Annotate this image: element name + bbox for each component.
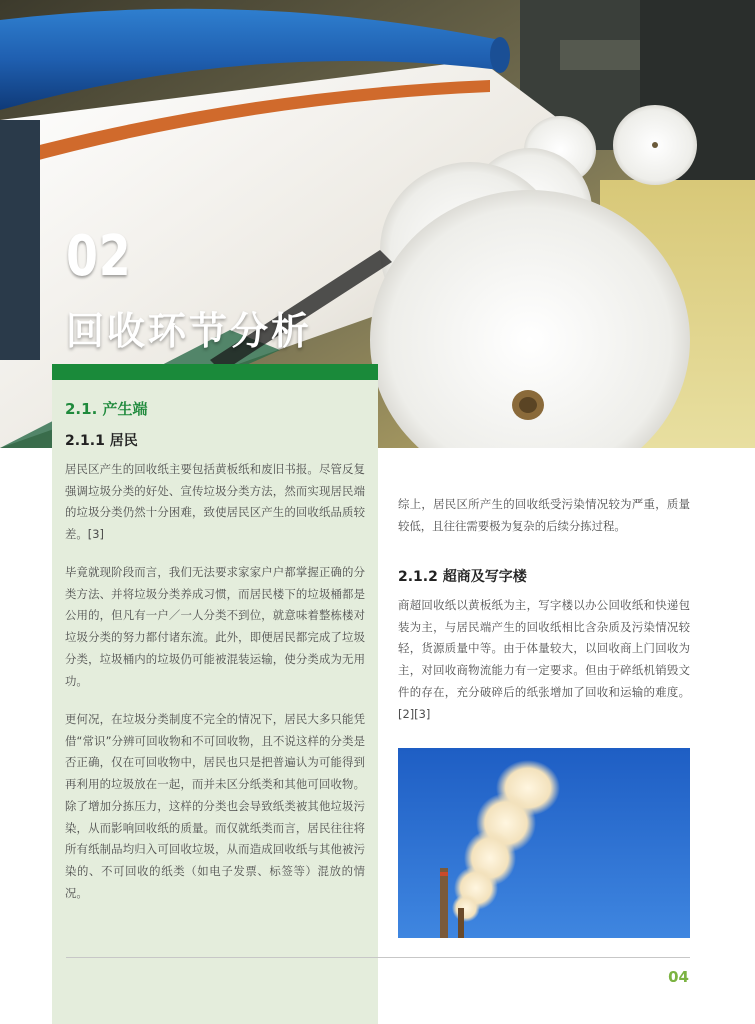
paragraph: 毕竟就现阶段而言，我们无法要求家家户户都掌握正确的分类方法、并将垃圾分类养成习惯，而居民楼下的垃圾桶都是公用的，但凡有一户／一人分类不到位，就意味着整栋楼对垃圾分类的努力都付诸东流。此外，即便居民都完成了垃圾分类，垃圾桶内的垃圾仍可能被混装运输，使分类成为无用功。: [65, 565, 365, 688]
smokestack-photo: [398, 748, 690, 938]
subsection-title-commercial: 2.1.2 超商及写字楼: [398, 569, 527, 585]
paragraph: 商超回收纸以黄板纸为主，写字楼以办公回收纸和快递包装为主，与居民端产生的回收纸相比含杂质及污染情况较轻，货源质量中等。由于体量较大，以回收商上门回收为主，对回收商物流能力有一定要求。但由于碎纸机销毁文件的存在，充分破碎后的纸张增加了回收和运输的难度。[2][3]: [398, 598, 690, 721]
left-column-panel: [52, 364, 378, 1024]
paragraph: 居民区产生的回收纸主要包括黄板纸和废旧书报。尽管反复强调垃圾分类的好处、宣传垃圾分类方法，然而实现居民端的垃圾分类仍然十分困难，致使居民区产生的回收纸品质较差。[3]: [65, 462, 365, 542]
paragraph: 更何况，在垃圾分类制度不完全的情况下，居民大多只能凭借“常识”分辨可回收物和不可回收物，且不说这样的分类是否正确，仅在可回收物中，居民也只是把普遍认为可能得到再利用的垃圾放在一起，而并未区分纸类和其他可回收物。除了增加分拣压力，这样的分类也会导致纸类被其他垃圾污染，从而影响回收纸的质量。而仅就纸类而言，居民往往将所有纸制品均归入可回收垃圾，从而造成回收纸与其他被污染的、不可回收的纸类（如电子发票、标签等）混放的情况。: [65, 712, 365, 900]
page-number: 04: [668, 968, 689, 986]
summary-paragraph: 综上，居民区所产生的回收纸受污染情况较为严重，质量较低，且往往需要极为复杂的后续分拣过程。: [398, 497, 690, 533]
chapter-title: 回收环节分析: [66, 309, 313, 353]
subsection-title-residential: 2.1.1 居民: [65, 433, 138, 449]
footer-divider: [66, 957, 690, 958]
section-title: 2.1. 产生端: [65, 400, 148, 418]
chapter-number: 02: [66, 224, 132, 289]
accent-bar: [52, 364, 378, 380]
